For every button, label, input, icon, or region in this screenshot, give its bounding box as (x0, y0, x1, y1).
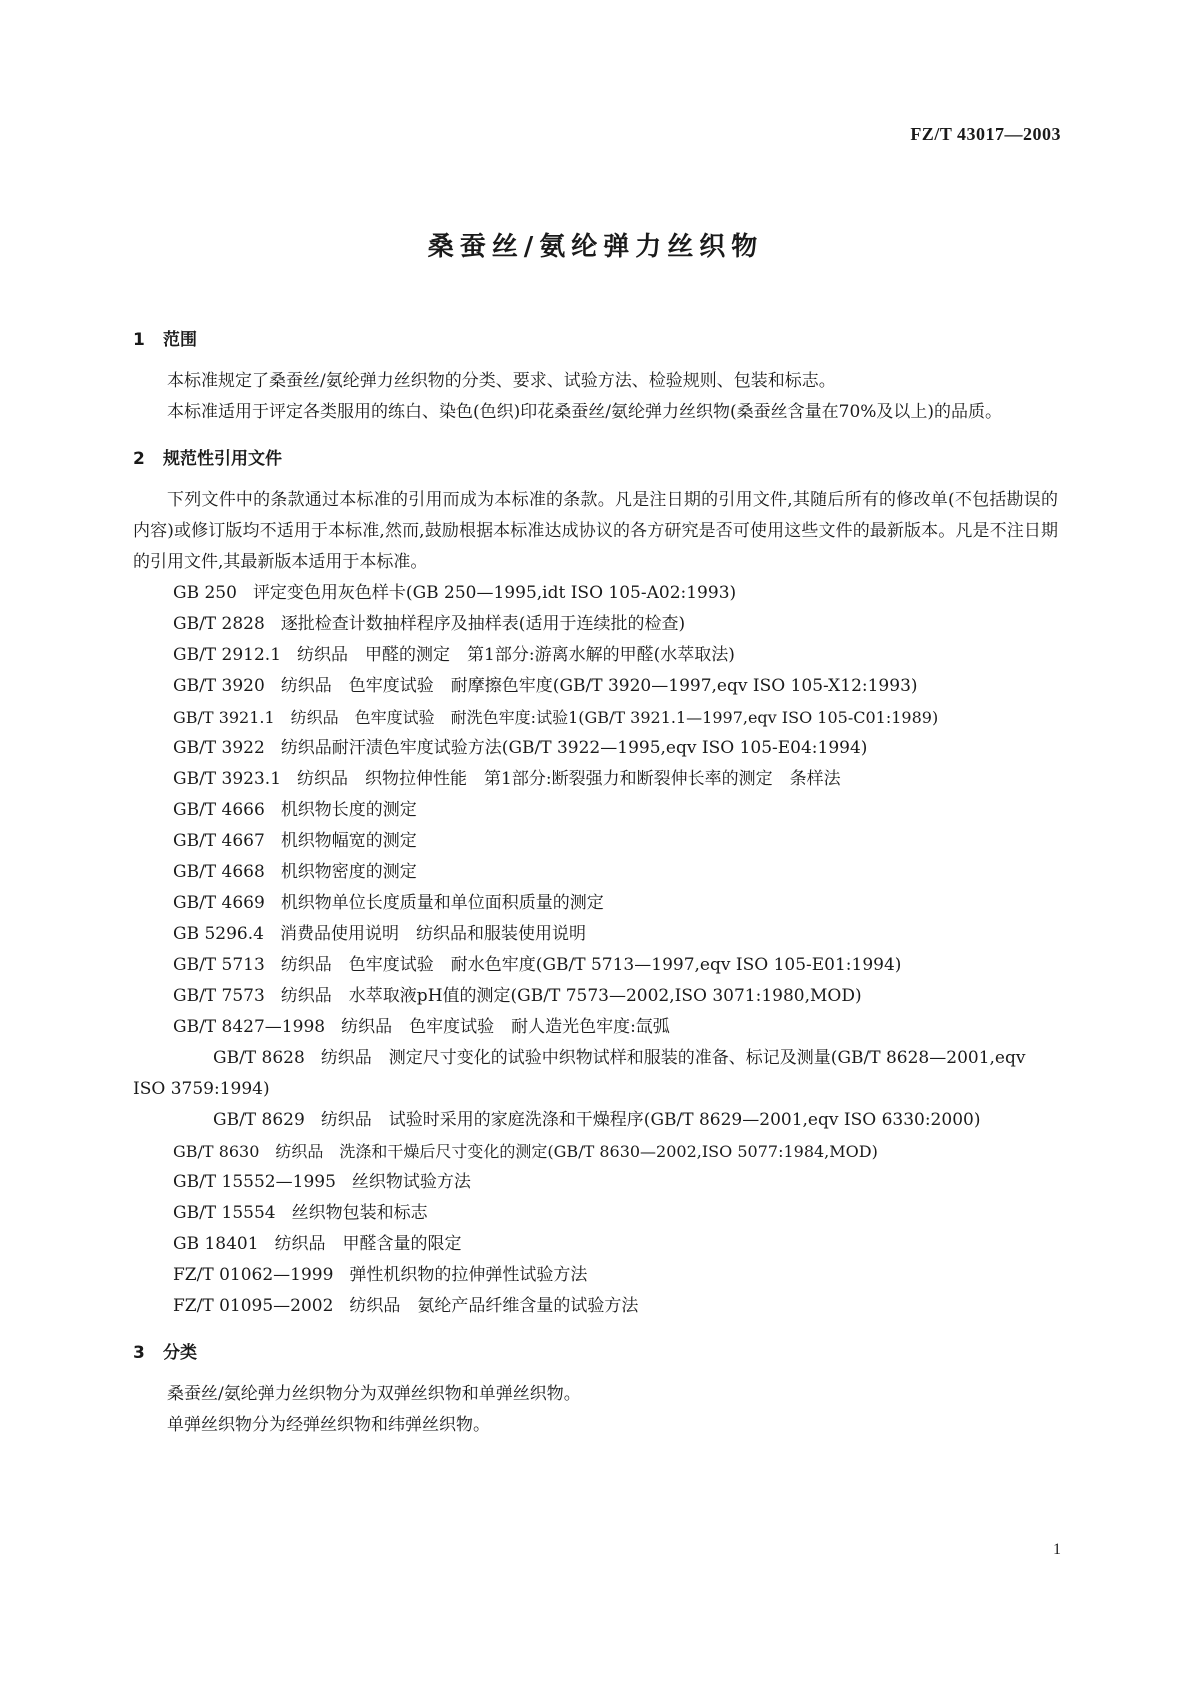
reference-title: 消费品使用说明 纺织品和服装使用说明 (279, 924, 586, 944)
reference-item (133, 857, 1058, 888)
reference-code: GB/T 4667 (173, 831, 265, 851)
classification-paragraph: 单弹丝织物分为经弹丝织物和纬弹丝织物。 (167, 1415, 490, 1435)
reference-code: GB/T 7573 (173, 986, 265, 1006)
reference-code: GB/T 15554 (173, 1203, 276, 1223)
reference-item (133, 888, 1058, 919)
section-number: 1 (133, 330, 145, 350)
reference-item (133, 1167, 1058, 1198)
reference-item (133, 578, 1058, 609)
section-scope (133, 325, 1058, 428)
reference-code: GB/T 8628 (213, 1048, 305, 1068)
reference-item (133, 1198, 1058, 1229)
scope-paragraph: 本标准适用于评定各类服用的练白、染色(色织)印花桑蚕丝/氨纶弹力丝织物(桑蚕丝含量在70%及以上)的品质。 (167, 402, 1003, 422)
reference-item (133, 1291, 1058, 1322)
reference-code: FZ/T 01062—1999 (173, 1265, 334, 1285)
reference-list (133, 578, 1058, 1322)
reference-title: 丝织物包装和标志 (291, 1203, 428, 1223)
reference-title: 纺织品 氨纶产品纤维含量的试验方法 (349, 1296, 639, 1316)
section-number: 3 (133, 1343, 145, 1363)
classification-paragraph: 桑蚕丝/氨纶弹力丝织物分为双弹丝织物和单弹丝织物。 (167, 1384, 581, 1404)
reference-item (133, 919, 1058, 950)
reference-item (133, 1105, 1058, 1136)
reference-item (133, 795, 1058, 826)
reference-title: 逐批检查计数抽样程序及抽样表(适用于连续批的检查) (280, 614, 686, 634)
reference-code: GB/T 2828 (173, 614, 265, 634)
section-classification (133, 1338, 1058, 1441)
reference-item (133, 640, 1058, 671)
reference-code: GB/T 8629 (213, 1110, 305, 1130)
reference-title: 纺织品 色牢度试验 耐摩擦色牢度(GB/T 3920—1997,eqv ISO 105-X12:1993) (280, 676, 918, 696)
reference-item (133, 1229, 1058, 1260)
reference-title: 机织物幅宽的测定 (280, 831, 417, 851)
reference-item (133, 950, 1058, 981)
reference-item (133, 764, 1058, 795)
reference-title: 纺织品 色牢度试验 耐人造光色牢度:氙弧 (341, 1017, 670, 1037)
reference-item (133, 609, 1058, 640)
reference-item (133, 1043, 1058, 1105)
reference-title: 纺织品 试验时采用的家庭洗涤和干燥程序(GB/T 8629—2001,eqv ISO 6330:2000) (320, 1110, 981, 1130)
reference-title: 纺织品 色牢度试验 耐水色牢度(GB/T 5713—1997,eqv ISO 105-E01:1994) (280, 955, 902, 975)
reference-title: 机织物长度的测定 (280, 800, 417, 820)
section-normative-references (133, 444, 1058, 1322)
reference-item (133, 1136, 1058, 1167)
reference-code: GB/T 5713 (173, 955, 265, 975)
reference-title: 丝织物试验方法 (351, 1172, 471, 1192)
reference-code: GB/T 3921.1 (173, 708, 275, 727)
reference-item (133, 981, 1058, 1012)
reference-code: GB/T 3923.1 (173, 769, 282, 789)
reference-code: GB/T 4668 (173, 862, 265, 882)
section-heading (133, 325, 1058, 356)
reference-item (133, 671, 1058, 702)
section-heading (133, 444, 1058, 475)
reference-code: GB/T 3920 (173, 676, 265, 696)
reference-code: GB 250 (173, 583, 237, 603)
reference-title: 纺织品 色牢度试验 耐洗色牢度:试验1(GB/T 3921.1—1997,eqv ISO 105-C01:1989) (290, 708, 939, 727)
document-title: 桑蚕丝/氨纶弹力丝织物 (427, 232, 764, 262)
reference-item (133, 1260, 1058, 1291)
reference-title: 机织物密度的测定 (280, 862, 417, 882)
reference-code: FZ/T 01095—2002 (173, 1296, 334, 1316)
reference-code: GB/T 4669 (173, 893, 265, 913)
reference-code: GB/T 3922 (173, 738, 265, 758)
reference-code: GB 5296.4 (173, 924, 264, 944)
section-title: 分类 (163, 1343, 197, 1363)
reference-item (133, 826, 1058, 857)
reference-code: GB/T 8427—1998 (173, 1017, 326, 1037)
reference-title: 纺织品 织物拉伸性能 第1部分:断裂强力和断裂伸长率的测定 条样法 (297, 769, 841, 789)
reference-item (133, 1012, 1058, 1043)
reference-item (133, 733, 1058, 764)
section-title: 规范性引用文件 (163, 449, 282, 469)
reference-title: 纺织品 洗涤和干燥后尺寸变化的测定(GB/T 8630—2002,ISO 5077:1984,MOD) (275, 1142, 878, 1161)
reference-code: GB/T 2912.1 (173, 645, 282, 665)
reference-title: 纺织品 甲醛的测定 第1部分:游离水解的甲醛(水萃取法) (297, 645, 735, 665)
reference-title: 纺织品 甲醛含量的限定 (274, 1234, 462, 1254)
reference-title: 纺织品耐汗渍色牢度试验方法(GB/T 3922—1995,eqv ISO 105-E04:1994) (280, 738, 868, 758)
references-intro: 下列文件中的条款通过本标准的引用而成为本标准的条款。凡是注日期的引用文件,其随后所有的修改单(不包括勘误的内容)或修订版均不适用于本标准,然而,鼓励根据本标准达成协议的各方研究是否可使用这些文件的最新版本。凡是不注日期的引用文件,其最新版本适用于本标准。 (133, 490, 1058, 572)
reference-title: 弹性机织物的拉伸弹性试验方法 (349, 1265, 588, 1285)
section-number: 2 (133, 449, 145, 469)
reference-code: GB/T 4666 (173, 800, 265, 820)
section-title: 范围 (163, 330, 197, 350)
standard-code: FZ/T 43017—2003 (910, 124, 1061, 144)
section-heading (133, 1338, 1058, 1369)
reference-title: 机织物单位长度质量和单位面积质量的测定 (280, 893, 604, 913)
reference-code: GB/T 15552—1995 (173, 1172, 336, 1192)
reference-title: 纺织品 水萃取液pH值的测定(GB/T 7573—2002,ISO 3071:1980,MOD) (280, 986, 862, 1006)
reference-code: GB 18401 (173, 1234, 259, 1254)
reference-code: GB/T 8630 (173, 1142, 260, 1161)
reference-item (133, 702, 1058, 733)
reference-title: 纺织品 测定尺寸变化的试验中织物试样和服装的准备、标记及测量(GB/T 8628—2001,eqv ISO 3759:1994) (133, 1048, 1026, 1099)
scope-paragraph: 本标准规定了桑蚕丝/氨纶弹力丝织物的分类、要求、试验方法、检验规则、包装和标志。 (167, 371, 836, 391)
reference-title: 评定变色用灰色样卡(GB 250—1995,idt ISO 105-A02:1993) (252, 583, 737, 603)
document-body (133, 325, 1058, 1441)
page-number: 1 (1053, 1541, 1061, 1558)
